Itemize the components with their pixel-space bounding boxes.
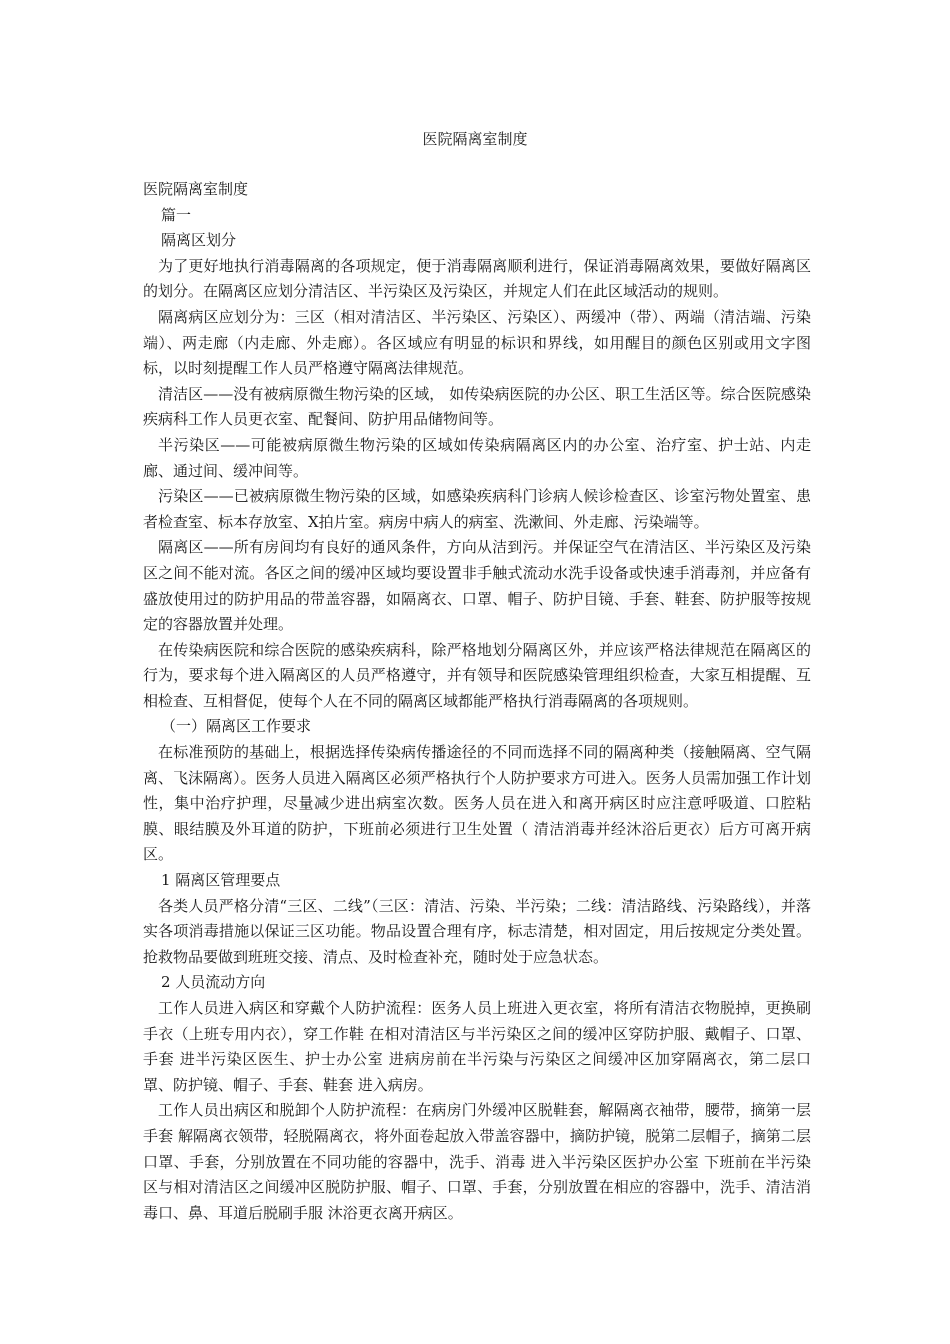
section-heading: 医院隔离室制度 [143,180,249,198]
body-paragraph: 在传染病医院和综合医院的感染疾病科，除严格地划分隔离区外，并应该严格法律规范在隔离区的行为，要求每个进入隔离区的人员严格遵守，并有领导和医院感染管理组织检查，大家互相提醒、互相检查、互相督促，使每个人在不同的隔离区域都能严格执行消毒隔离的各项规则。 [143,640,811,710]
body-paragraph: 在标准预防的基础上，根据选择传染病传播途径的不同而选择不同的隔离种类（接触隔离、空气隔离、飞沫隔离）。医务人员进入隔离区必须严格执行个人防护要求方可进入。医务人员需加强工作计划性，集中治疗护理，尽量减少进出病室次数。医务人员在进入和离开病区时应注意呼吸道、口腔粘膜、眼结膜及外耳道的防护，下班前必须进行卫生处置（ 清洁消毒并经沐浴后更衣）后方可离开病区。 [143,743,811,864]
section-heading: 2 人员流动方向 [161,973,266,992]
body-paragraph: 隔离区——所有房间均有良好的通风条件，方向从洁到污。并保证空气在清洁区、半污染区及污染区之间不能对流。各区之间的缓冲区域均要设置非手触式流动水洗手设备或快速手消毒剂，并应备有盛放使用过的防护用品的带盖容器，如隔离衣、口罩、帽子、防护目镜、手套、鞋套、防护服等按规定的容器放置并处理。 [143,538,811,634]
section-heading: 隔离区划分 [161,231,237,250]
body-paragraph: 清洁区——没有被病原微生物污染的区域， 如传染病医院的办公区、职工生活区等。综合医院感染疾病科工作人员更衣室、配餐间、防护用品储物间等。 [143,384,811,429]
section-heading: （一）隔离区工作要求 [161,717,312,736]
section-heading: 篇一 [161,205,192,224]
body-paragraph: 半污染区——可能被病原微生物污染的区域如传染病隔离区内的办公室、治疗室、护士站、内走廊、通过间、缓冲间等。 [143,435,811,480]
document-title: 医院隔离室制度 [422,130,528,148]
section-heading: 1 隔离区管理要点 [161,871,281,890]
body-paragraph: 工作人员进入病区和穿戴个人防护流程：医务人员上班进入更衣室，将所有清洁衣物脱掉，更换刷手衣（上班专用内衣），穿工作鞋 在相对清洁区与半污染区之间的缓冲区穿防护服、戴帽子、口罩、手套 进半污染区医生、护士办公室 进病房前在半污染与污染区之间缓冲区加穿隔离衣，第二层口罩、防护镜、帽子、手套、鞋套 进入病房。 [143,999,811,1094]
document-body [143,177,811,1226]
body-paragraph: 各类人员严格分清“三区、二线”（三区：清洁、污染、半污染；二线：清洁路线、污染路线），并落实各项消毒措施以保证三区功能。物品设置合理有序，标志清楚，相对固定，用后按规定分类处置。抢救物品要做到班班交接、清点、及时检查补充，随时处于应急状态。 [143,896,811,966]
body-paragraph: 隔离病区应划分为：三区（相对清洁区、半污染区、污染区）、两缓冲（带）、两端（清洁端、污染端）、两走廊（内走廊、外走廊）。各区域应有明显的标识和界线，如用醒目的颜色区别或用文字图标，以时刻提醒工作人员严格遵守隔离法律规范。 [143,307,811,378]
body-paragraph: 污染区——已被病原微生物污染的区域，如感染疾病科门诊病人候诊检查区、诊室污物处置室、患者检查室、标本存放室、X拍片室。病房中病人的病室、洗漱间、外走廊、污染端等。 [143,487,811,531]
body-paragraph: 为了更好地执行消毒隔离的各项规定，便于消毒隔离顺利进行，保证消毒隔离效果，要做好隔离区的划分。在隔离区应划分清洁区、半污染区及污染区，并规定人们在此区域活动的规则。 [143,256,811,301]
body-paragraph: 工作人员出病区和脱卸个人防护流程：在病房门外缓冲区脱鞋套，解隔离衣袖带，腰带，摘第一层手套 解隔离衣领带，轻脱隔离衣，将外面卷起放入带盖容器中，摘防护镜，脱第二层帽子，摘第二层口罩、手套，分别放置在不同功能的容器中，洗手、消毒 进入半污染区医护办公室 下班前在半污染区与相对清洁区之间缓冲区脱防护服、帽子、口罩、手套，分别放置在相应的容器中，洗手、清洁消毒口、鼻、耳道后脱刷手服 沐浴更衣离开病区。 [143,1101,811,1222]
